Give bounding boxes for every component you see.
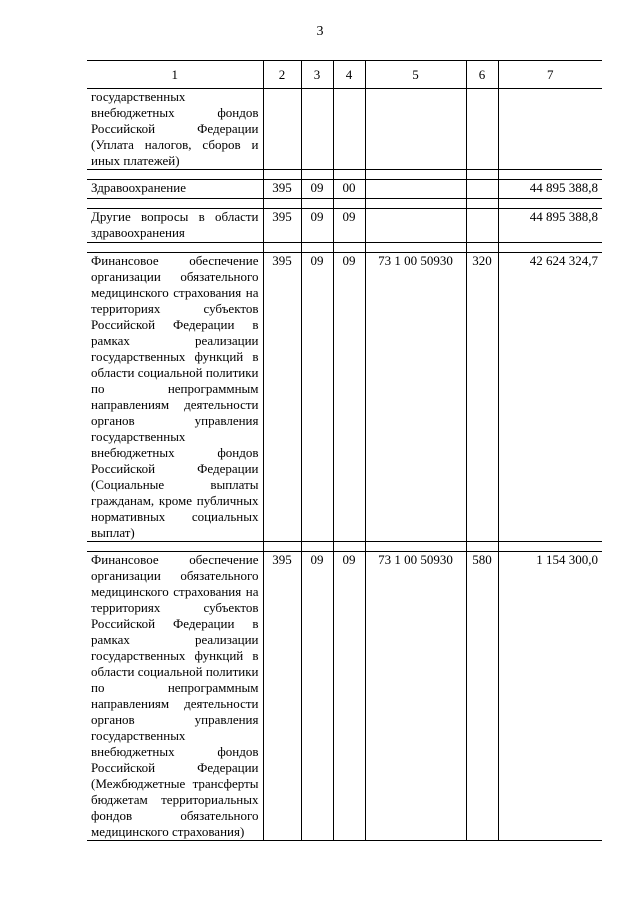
- row-name: Финансовое обеспечение организации обязательного медицинского страхования на территориях субъектов Российской Федерации в рамках реализации государственных функций в области социальной политики по непрограммным направлениям деятельности органов управления государственных внебюджетных фондов Российской Федерации (Межбюджетные трансферты бюджетам территориальных фондов обязательного медицинского страхования): [87, 552, 263, 841]
- column-header-1: 1: [87, 61, 263, 89]
- row-c3: 09: [301, 253, 333, 542]
- page-number: 3: [316, 24, 324, 39]
- row-name: Финансовое обеспечение организации обязательного медицинского страхования на территориях субъектов Российской Федерации в рамках реализации государственных функций в области социальной политики по непрограммным направлениям деятельности органов управления государственных внебюджетных фондов Российской Федерации (Социальные выплаты гражданам, кроме публичных нормативных социальных выплат): [87, 253, 263, 542]
- row-spacer: [87, 199, 602, 209]
- column-header-5: 5: [365, 61, 466, 89]
- table-row: [87, 89, 602, 170]
- row-c2: 395: [263, 552, 301, 841]
- row-c7: 42 624 324,7: [498, 253, 602, 542]
- row-c6: [466, 89, 498, 170]
- row-c7: 1 154 300,0: [498, 552, 602, 841]
- row-c2: [263, 89, 301, 170]
- row-c4: 09: [333, 552, 365, 841]
- table-row: [87, 180, 602, 199]
- row-c2: 395: [263, 209, 301, 243]
- row-c7: [498, 89, 602, 170]
- column-header-2: 2: [263, 61, 301, 89]
- row-c6: 320: [466, 253, 498, 542]
- row-spacer: [87, 542, 602, 552]
- row-c2: 395: [263, 253, 301, 542]
- row-name: государственных внебюджетных фондов Российской Федерации (Уплата налогов, сборов и иных платежей): [87, 89, 263, 170]
- row-c4: 09: [333, 253, 365, 542]
- header-row: [87, 61, 602, 89]
- row-c6: [466, 180, 498, 199]
- row-c4: 09: [333, 209, 365, 243]
- row-c7: 44 895 388,8: [498, 209, 602, 243]
- table-row: [87, 253, 602, 542]
- row-c5: 73 1 00 50930: [365, 253, 466, 542]
- row-c2: 395: [263, 180, 301, 199]
- row-spacer: [87, 170, 602, 180]
- column-header-4: 4: [333, 61, 365, 89]
- row-c5: 73 1 00 50930: [365, 552, 466, 841]
- row-c5: [365, 89, 466, 170]
- row-c4: [333, 89, 365, 170]
- row-c3: 09: [301, 180, 333, 199]
- row-c6: 580: [466, 552, 498, 841]
- table-row: [87, 552, 602, 841]
- row-c5: [365, 209, 466, 243]
- row-c3: [301, 89, 333, 170]
- row-name: Другие вопросы в области здравоохранения: [87, 209, 263, 243]
- row-c3: 09: [301, 209, 333, 243]
- row-c3: 09: [301, 552, 333, 841]
- row-c5: [365, 180, 466, 199]
- table-row: [87, 209, 602, 243]
- column-header-7: 7: [498, 61, 602, 89]
- row-name: Здравоохранение: [87, 180, 263, 199]
- row-c7: 44 895 388,8: [498, 180, 602, 199]
- budget-table: [87, 60, 602, 841]
- row-c6: [466, 209, 498, 243]
- row-spacer: [87, 243, 602, 253]
- row-c4: 00: [333, 180, 365, 199]
- column-header-3: 3: [301, 61, 333, 89]
- column-header-6: 6: [466, 61, 498, 89]
